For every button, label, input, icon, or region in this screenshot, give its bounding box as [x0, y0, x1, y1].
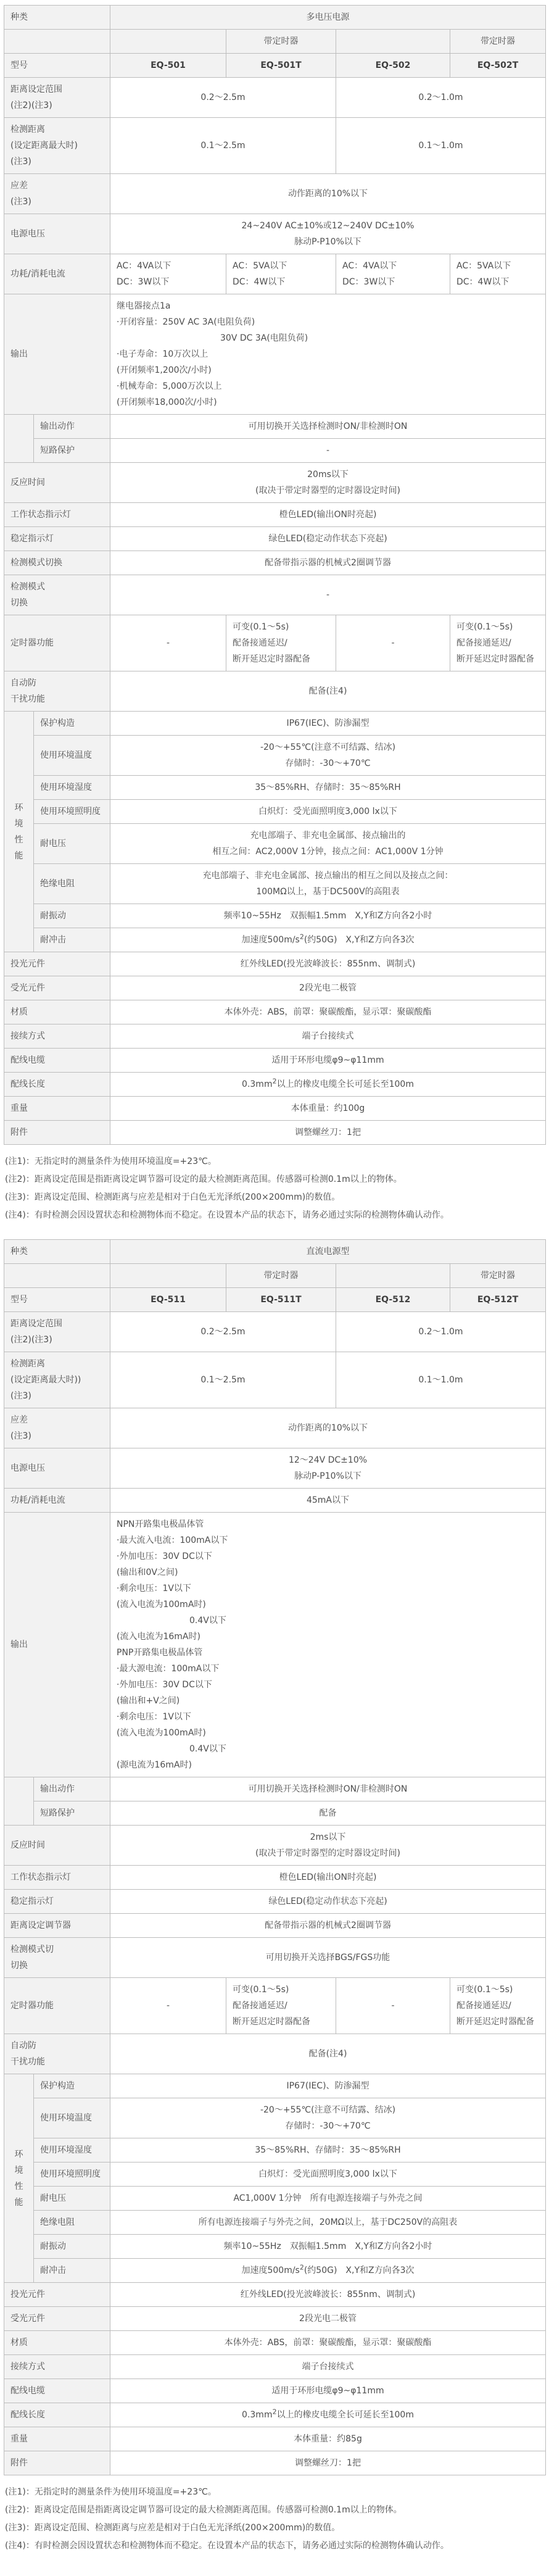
spec-label: 输出	[4, 1513, 110, 1777]
spec-value: 充电部端子、非充电金属部、接点输出的相互之间以及接点之间： 100MΩ以上，基于DC500V的高阻表	[110, 864, 546, 904]
spec-label: 配线电缆	[4, 2379, 110, 2403]
spec-value: 配备(注4)	[110, 671, 546, 712]
spec-label: 种类	[4, 1240, 110, 1264]
spec-label: 稳定指示灯	[4, 1890, 110, 1914]
spec-value: AC：5VA以下 DC：4W以下	[226, 254, 336, 294]
spec-value: 可变(0.1〜5s) 配备接通延迟/ 断开延迟定时器配备	[450, 615, 546, 671]
spec-label: 短路保护	[34, 1801, 110, 1826]
spec-value: 0.2〜2.5m	[110, 78, 336, 118]
spec-label: 种类	[4, 6, 110, 30]
spec-value: 2段光电二极管	[110, 976, 546, 1000]
spec-label: 耐冲击	[34, 2259, 110, 2283]
spec-label: 使用环境照明度	[34, 800, 110, 824]
spec-label: 绝缘电阻	[34, 2211, 110, 2235]
notes-dc	[5, 2483, 544, 2555]
spec-value: 12〜24V DC±10% 脉动P-P10%以下	[110, 1448, 546, 1489]
spec-value: 配备(注4)	[110, 2034, 546, 2074]
spec-label: 接续方式	[4, 2355, 110, 2379]
spec-value: 配备带指示器的机械式2圈调节器	[110, 551, 546, 575]
spec-label: 工作状态指示灯	[4, 1866, 110, 1890]
spec-value: AC：5VA以下 DC：4W以下	[450, 254, 546, 294]
spec-label: 使用环境湿度	[34, 2138, 110, 2163]
spec-header-cell: 直流电源型	[110, 1240, 546, 1264]
spec-value: -	[110, 615, 226, 671]
note-line: (注1)：无指定时的测量条件为使用环境温度=+23℃。	[5, 1157, 217, 1166]
spec-value: IP67(IEC)、防渗漏型	[110, 2074, 546, 2098]
spec-value: 端子台接续式	[110, 2355, 546, 2379]
spec-value: 0.1〜1.0m	[336, 118, 546, 174]
note-line: (注1)：无指定时的测量条件为使用环境温度=+23℃。	[5, 2487, 217, 2497]
spec-label: 检测距离 (设定距离最大时)) (注3)	[4, 1352, 110, 1408]
spec-label: 稳定指示灯	[4, 527, 110, 551]
spec-label: 配线电缆	[4, 1049, 110, 1073]
spec-label: 检测模式切换	[4, 551, 110, 575]
spec-value: 本体外壳：ABS，前罩：聚碳酸酯，显示罩：聚碳酸酯	[110, 2331, 546, 2355]
spec-value: -20〜+55℃(注意不可结露、结冰) 存储时：-30〜+70℃	[110, 736, 546, 776]
spec-header-cell: 带定时器	[450, 1264, 546, 1288]
spec-value: 0.1〜1.0m	[336, 1352, 546, 1408]
spec-value: 绿色LED(稳定动作状态下亮起)	[110, 527, 546, 551]
note-line: (注4)：有时检测会因设置状态和检测物体而不稳定。在设置本产品的状态下，请务必通过实际的检测物体确认动作。	[5, 2541, 449, 2551]
spec-label: 材质	[4, 1000, 110, 1024]
spec-label: 应差 (注3)	[4, 174, 110, 214]
spec-value: -	[336, 615, 450, 671]
spec-value: 2段光电二极管	[110, 2307, 546, 2331]
spec-label: 耐电压	[34, 824, 110, 864]
spec-group-label: 环 境 性 能	[4, 2074, 34, 2283]
spec-value: 所有电源连接端子与外壳之间，20MΩ以上，基于DC250V的高阻表	[110, 2211, 546, 2235]
spec-header-cell: EQ-502	[336, 54, 450, 78]
spec-value: 加速度$500m/s^2$(约50G) X,Y和Z方向各3次	[110, 928, 546, 952]
spec-label: 电源电压	[4, 214, 110, 254]
spec-value: 配备带指示器的机械式2圈调节器	[110, 1914, 546, 1938]
spec-label: 输出动作	[34, 1777, 110, 1801]
spec-value: 继电器接点1a ·开闭容量：250V AC 3A(电阻负荷) 30V DC 3A(电阻负荷) ·电子寿命：10万次以上 (开闭频率1,200次/小时) ·机械寿命：5,000万次以上 (开闭频率18,000次/小时)	[110, 294, 546, 415]
spec-value: 24~240V AC±10%或12~240V DC±10% 脉动P-P10%以下	[110, 214, 546, 254]
spec-value: 本体外壳：ABS，前罩：聚碳酸酯，显示罩：聚碳酸酯	[110, 1000, 546, 1024]
spec-value: 本体重量：约85g	[110, 2427, 546, 2451]
spec-value: 频率10~55Hz 双振幅1.5mm X,Y和Z方向各2小时	[110, 904, 546, 928]
spec-label: 距离设定范围 (注2)(注3)	[4, 78, 110, 118]
spec-label: 材质	[4, 2331, 110, 2355]
multi-voltage-power-table-body	[4, 6, 546, 1145]
spec-value: NPN开路集电极晶体管 ·最大流入电流：100mA以下 ·外加电压：30V DC以下 (输出和0V之间) ·剩余电压：1V以下 (流入电流为100mA时) 0.4V以下 (流入电流为16mA时) PNP开路集电极晶体管 ·最大源电流：100mA以下 ·外加电压：30V DC以下 (输出和+V之间) ·剩余电压：1V以下 (流入电流为100mA时) 0.4V以下 (源电流为16mA时)	[110, 1513, 546, 1777]
spec-label: 距离设定范围 (注2)(注3)	[4, 1312, 110, 1352]
spec-value: AC1,000V 1分钟 所有电源连接端子与外壳之间	[110, 2187, 546, 2211]
spec-value: 可用切换开关选择检测时ON/非检测时ON	[110, 415, 546, 439]
spec-spacer-cell	[4, 415, 34, 463]
spec-label: 耐电压	[34, 2187, 110, 2211]
spec-label: 距离设定调节器	[4, 1914, 110, 1938]
spec-header-cell: 带定时器	[226, 30, 336, 54]
spec-label: 型号	[4, 1288, 110, 1312]
spec-value: 35〜85%RH、存储时：35〜85%RH	[110, 776, 546, 800]
spec-header-cell	[110, 1264, 226, 1288]
spec-label: 型号	[4, 54, 110, 78]
spec-header-cell: EQ-512T	[450, 1288, 546, 1312]
spec-value: 0.2〜1.0m	[336, 78, 546, 118]
spec-label: 配线长度	[4, 2403, 110, 2427]
spec-header-cell: EQ-511T	[226, 1288, 336, 1312]
spec-label: 附件	[4, 2451, 110, 2475]
spec-header-cell: EQ-501	[110, 54, 226, 78]
spec-value: 0.2〜2.5m	[110, 1312, 336, 1352]
spec-label: 定时器功能	[4, 1978, 110, 2034]
spec-label: 配线长度	[4, 1073, 110, 1097]
spec-value: 动作距离的10%以下	[110, 1408, 546, 1448]
spec-label	[4, 1264, 110, 1288]
spec-value: 橙色LED(输出ON时亮起)	[110, 503, 546, 527]
spec-value: 可变(0.1〜5s) 配备接通延迟/ 断开延迟定时器配备	[450, 1978, 546, 2034]
spec-spacer-cell	[4, 1777, 34, 1826]
spec-value: 加速度$500m/s^2$(约50G) X,Y和Z方向各3次	[110, 2259, 546, 2283]
spec-label: 功耗/消耗电流	[4, 1489, 110, 1513]
spec-header-cell	[336, 1264, 450, 1288]
spec-label: 检测模式切 切换	[4, 1938, 110, 1978]
dc-power-table-body	[4, 1240, 546, 2475]
note-line: (注4)：有时检测会因设置状态和检测物体而不稳定。在设置本产品的状态下，请务必通过实际的检测物体确认动作。	[5, 1210, 449, 1220]
spec-header-cell: EQ-512	[336, 1288, 450, 1312]
spec-label: 耐振动	[34, 2235, 110, 2259]
spec-label: 投光元件	[4, 952, 110, 976]
spec-value: 35〜85%RH、存储时：35〜85%RH	[110, 2138, 546, 2163]
spec-value: 红外线LED(投光波峰波长：855nm、调制式)	[110, 2283, 546, 2307]
spec-label: 反应时间	[4, 463, 110, 503]
spec-value: 白炽灯：受光面照明度3,000 lx以下	[110, 2163, 546, 2187]
spec-value: 0.2〜1.0m	[336, 1312, 546, 1352]
spec-value: 绿色LED(稳定动作状态下亮起)	[110, 1890, 546, 1914]
spec-value: $0.3mm^2$以上的橡皮电缆全长可延长至100m	[110, 2403, 546, 2427]
multi-voltage-power-table	[4, 5, 546, 1145]
spec-label: 绝缘电阻	[34, 864, 110, 904]
spec-value: 45mA以下	[110, 1489, 546, 1513]
spec-label: 受光元件	[4, 2307, 110, 2331]
spec-value: -	[336, 1978, 450, 2034]
spec-value: 0.1〜2.5m	[110, 1352, 336, 1408]
spec-label: 检测模式 切换	[4, 575, 110, 615]
spec-header-cell: EQ-502T	[450, 54, 546, 78]
spec-value: 动作距离的10%以下	[110, 174, 546, 214]
spec-label: 短路保护	[34, 439, 110, 463]
note-line: (注2)：距离设定范围是指距离设定调节器可设定的最大检测距离范围。传感器可检测0.1m以上的物体。	[5, 2505, 402, 2515]
spec-value: 可用切换开关选择BGS/FGS功能	[110, 1938, 546, 1978]
spec-header-cell: 带定时器	[226, 1264, 336, 1288]
spec-value: -	[110, 575, 546, 615]
spec-label: 检测距离 (设定距离最大时) (注3)	[4, 118, 110, 174]
spec-value: 频率10~55Hz 双振幅1.5mm X,Y和Z方向各2小时	[110, 2235, 546, 2259]
spec-value: IP67(IEC)、防渗漏型	[110, 712, 546, 736]
spec-label: 使用环境温度	[34, 736, 110, 776]
spec-value: 白炽灯：受光面照明度3,000 lx以下	[110, 800, 546, 824]
spec-label: 电源电压	[4, 1448, 110, 1489]
spec-label: 输出	[4, 294, 110, 415]
spec-value: -	[110, 439, 546, 463]
spec-header-cell: 多电压电源	[110, 6, 546, 30]
spec-value: 可变(0.1〜5s) 配备接通延迟/ 断开延迟定时器配备	[226, 615, 336, 671]
note-line: (注3)：距离设定范围、检测距离与应差是相对于白色无光泽纸(200×200mm)的数值。	[5, 2523, 341, 2533]
spec-value: 充电部端子、非充电金属部、接点输出的 相互之间：AC2,000V 1分钟，接点之间：AC1,000V 1分钟	[110, 824, 546, 864]
spec-label: 自动防 干扰功能	[4, 671, 110, 712]
spec-value: 适用于环形电缆φ9~φ11mm	[110, 2379, 546, 2403]
spec-label: 使用环境湿度	[34, 776, 110, 800]
spec-value: 可变(0.1〜5s) 配备接通延迟/ 断开延迟定时器配备	[226, 1978, 336, 2034]
spec-value: 适用于环形电缆φ9~φ11mm	[110, 1049, 546, 1073]
spec-header-cell	[336, 30, 450, 54]
note-line: (注3)：距离设定范围、检测距离与应差是相对于白色无光泽纸(200×200mm)的数值。	[5, 1192, 341, 1202]
spec-header-cell: EQ-511	[110, 1288, 226, 1312]
spec-header-cell: 带定时器	[450, 30, 546, 54]
spec-label: 输出动作	[34, 415, 110, 439]
note-line: (注2)：距离设定范围是指距离设定调节器可设定的最大检测距离范围。传感器可检测0.1m以上的物体。	[5, 1174, 402, 1184]
spec-value: 调整螺丝刀：1把	[110, 1121, 546, 1145]
notes-multi-voltage	[5, 1153, 544, 1224]
spec-value: 橙色LED(输出ON时亮起)	[110, 1866, 546, 1890]
spec-label: 反应时间	[4, 1826, 110, 1866]
spec-label: 定时器功能	[4, 615, 110, 671]
spec-label: 接续方式	[4, 1024, 110, 1049]
spec-value: AC：4VA以下 DC：3W以下	[110, 254, 226, 294]
spec-label: 重量	[4, 2427, 110, 2451]
spec-label: 使用环境温度	[34, 2098, 110, 2138]
spec-value: 调整螺丝刀：1把	[110, 2451, 546, 2475]
spec-value: 2ms以下 (取决于带定时器型的定时器设定时间)	[110, 1826, 546, 1866]
spec-value: AC：4VA以下 DC：3W以下	[336, 254, 450, 294]
spec-value: $0.3mm^2$以上的橡皮电缆全长可延长至100m	[110, 1073, 546, 1097]
spec-group-label: 环 境 性 能	[4, 712, 34, 952]
spec-label: 耐振动	[34, 904, 110, 928]
spec-label: 功耗/消耗电流	[4, 254, 110, 294]
spec-value: 本体重量：约100g	[110, 1097, 546, 1121]
spec-value: 可用切换开关选择检测时ON/非检测时ON	[110, 1777, 546, 1801]
spec-value: 20ms以下 (取决于带定时器型的定时器设定时间)	[110, 463, 546, 503]
spec-value: 配备	[110, 1801, 546, 1826]
spec-label: 工作状态指示灯	[4, 503, 110, 527]
spec-value: 端子台接续式	[110, 1024, 546, 1049]
spec-label: 保护构造	[34, 2074, 110, 2098]
spec-header-cell	[110, 30, 226, 54]
spec-label: 附件	[4, 1121, 110, 1145]
spec-header-cell: EQ-501T	[226, 54, 336, 78]
spec-value: -	[110, 1978, 226, 2034]
spec-label: 应差 (注3)	[4, 1408, 110, 1448]
spec-label: 受光元件	[4, 976, 110, 1000]
spec-value: -20〜+55℃(注意不可结露、结冰) 存储时：-30〜+70℃	[110, 2098, 546, 2138]
spec-label: 使用环境照明度	[34, 2163, 110, 2187]
dc-power-table	[4, 1239, 546, 2475]
spec-value: 红外线LED(投光波峰波长：855nm、调制式)	[110, 952, 546, 976]
spec-label: 重量	[4, 1097, 110, 1121]
spec-value: 0.1〜2.5m	[110, 118, 336, 174]
spec-label	[4, 30, 110, 54]
spec-label: 投光元件	[4, 2283, 110, 2307]
spec-label: 耐冲击	[34, 928, 110, 952]
spec-label: 自动防 干扰功能	[4, 2034, 110, 2074]
spec-label: 保护构造	[34, 712, 110, 736]
